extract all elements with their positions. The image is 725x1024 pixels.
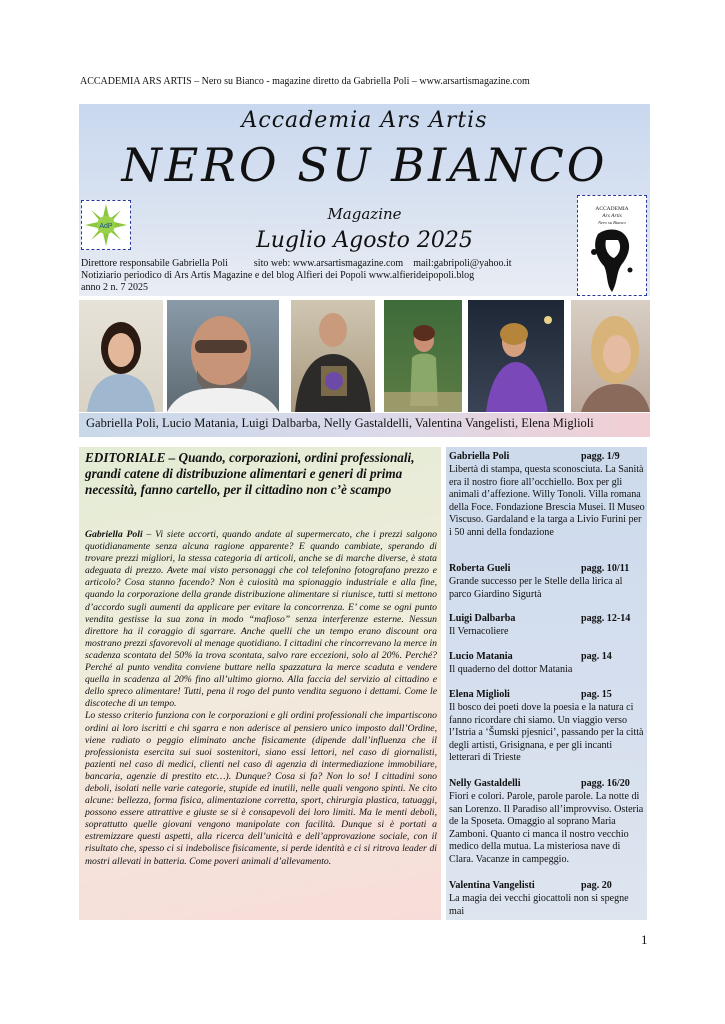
toc-entry-head bbox=[449, 451, 645, 464]
editorial-author: Gabriella Poli bbox=[85, 529, 143, 540]
editorial-heading: EDITORIALE – Quando, corporazioni, ordini professionali, grandi catene di distribuzione alimentari e generi di prima necessità, fanno cartello, per il cittadino non c’è scampo bbox=[85, 450, 415, 497]
toc-entry-head bbox=[449, 613, 645, 626]
photo-elena-miglioli bbox=[571, 300, 650, 412]
photo-valentina-vangelisti bbox=[468, 300, 564, 412]
toc-description: Il Vernacoliere bbox=[449, 626, 509, 637]
website: sito web: www.arsartismagazine.com bbox=[253, 258, 404, 269]
toc-entry-head bbox=[449, 778, 645, 791]
photo-gabriella-poli bbox=[79, 300, 163, 412]
editorial-box bbox=[79, 447, 441, 920]
director-line bbox=[81, 258, 601, 270]
toc-entry bbox=[449, 613, 645, 639]
editorial-paragraph-2: Lo stesso criterio funziona con le corporazioni e gli ordini professionali che impartiscono ordini ai loro iscritti e chi sgarra e non aderisce al pensiero unico imposto dall’Ordine, viene radiato o peggio eliminato anche fisicamente (dipende dall’influenza che il professionista esercita sui suoi sostenitori, siano essi lettori, nel caso di giornalisti, pazienti nel caso di medici, clienti nel caso di agenzia di intermediazione immobiliare, bancaria, agenzie di prestito etc…). Dunque? Cosa si fa? Non lo so! I cittadini sono deboli, isolati nelle varie categorie, stupide ed inutili, nelle quali vengono spinti. Ne cito alcune: bellezza, forma fisica, alimentazione corretta, sport, chirurgia plastica, tatuaggi, possono essere attrattive e giuste se si è consapevoli dei loro limiti. Ma le menti deboli, soprattutto quelle giovani vengono manipolate con facilità. Dunque si è portati a estremizzare questi aspetti, alla ricerca dell’unicità e dell’approvazione sociale, con il risultato che, spesso ci si indebolisce fisicamente, si perde identità e ci si ritrova leader di mostri allevati in batteria. Come poveri animali d’allevamento. bbox=[85, 710, 437, 867]
toc-entry bbox=[449, 880, 645, 918]
masthead-title: NERO SU BIANCO bbox=[121, 138, 608, 192]
toc-entry-head bbox=[449, 563, 645, 576]
toc-author: Gabriella Poli bbox=[449, 451, 510, 462]
photo-caption: Gabriella Poli, Lucio Matania, Luigi Dalbarba, Nelly Gastaldelli, Valentina Vangelisti, Elena Miglioli bbox=[86, 416, 594, 430]
toc-description: La magia dei vecchi giocattoli non si spegne mai bbox=[449, 893, 629, 917]
toc-description: Grande successo per le Stelle della lirica al parco Giardino Sigurtà bbox=[449, 576, 623, 600]
page-number: 1 bbox=[641, 932, 648, 947]
toc-author: Luigi Dalbarba bbox=[449, 613, 516, 624]
issue-date: Luglio Agosto 2025 bbox=[256, 228, 473, 253]
toc-description: Il quaderno del dottor Matania bbox=[449, 664, 573, 675]
toc-author: Roberta Gueli bbox=[449, 563, 511, 574]
director: Direttore responsabile Gabriella Poli bbox=[81, 258, 228, 269]
table-of-contents bbox=[446, 447, 647, 920]
toc-entry-head bbox=[449, 689, 645, 702]
photo-luigi-dalbarba bbox=[291, 300, 375, 412]
toc-description: Fiori e colori. Parole, parole parole. La notte di san Lorenzo. Il Paradiso all’improvviso. Osteria de la Sposeta. Omaggio al soprano Maria Zamboni. Quanto ci manca il nostro vecchio medico della mutua. La misteriosa nave di Clara. Vacanze in campeggio. bbox=[449, 791, 644, 865]
logo-right-line-1: ACCADEMIA bbox=[595, 206, 629, 212]
logo-right-line-3: Nero su Bianco bbox=[598, 220, 626, 225]
logo-left-text: AdP bbox=[99, 223, 113, 230]
toc-entry bbox=[449, 563, 645, 601]
toc-pages: pagg. 12-14 bbox=[581, 613, 631, 624]
sun-logo-icon bbox=[81, 200, 131, 250]
photo-nelly-gastaldelli bbox=[384, 300, 462, 412]
toc-entry-head bbox=[449, 880, 645, 893]
masthead-info bbox=[81, 258, 601, 294]
photo-lucio-matania bbox=[167, 300, 279, 412]
toc-pages: pag. 20 bbox=[581, 880, 612, 891]
editorial-paragraph-1-text: – Vi siete accorti, quando andate al supermercato, che i prezzi salgono quotidianamente senza alcuna ragione apparente? E quando cambiate, sperando di trovare prezzi migliori, la stessa categoria di articoli, anche se di marche diverse, è stata adeguata di prezzo. Avete mai visto personaggi che col telefonino fotografano prezzo e articolo? Cosa stanno facendo? Non è cuiosità ma spionaggio industriale e alla fine, quando la corporazione della grande distribuzione alimentare si riunisce, tutti si mettono d’accordo sugli aumenti da applicare per evitare la concorrenza. E’ come se ogni punto vendita gestisse la sua zona in modo “mafioso” senza interferenze esterne. Nessun direttore ha il coraggio di sgarrare. Anche quelli che un tempo erano discount ora mostrano prezzi sfavorevoli al menage quotidiano. I cittadini che rincorrevano la merce in scadenza scontata del 50% la trova scontata, salvo rare eccezioni, solo al 20%. Perché? Perché al punto vendita conviene buttare nella spazzatura la merce scaduta e vendere quella in scadenza al 20% fino all’ultimo giorno. Alla faccia del servizio al cittadino e dello spreco alimentare! Tutti, pena il rogo del punto vendita seguono i dettami. Come le discoteche di un tempo. bbox=[85, 529, 437, 710]
notice: Notiziario periodico di Ars Artis Magazine e del blog Alfieri dei Popoli www.alfierideipopoli.blog bbox=[81, 270, 475, 281]
contributor-photos bbox=[79, 300, 650, 412]
volume: anno 2 n. 7 2025 bbox=[81, 282, 148, 293]
toc-entry bbox=[449, 778, 645, 867]
logo-right-line-2: Ars Artis bbox=[602, 213, 622, 219]
toc-author: Valentina Vangelisti bbox=[449, 880, 535, 891]
toc-description: Il bosco dei poeti dove la poesia e la natura ci fanno ricordare chi siamo. Un viaggio verso l’Istria a ‘Šumski pjesnici’, passando per la città degli artisti, Grisignana, e per gli incanti letterari di Trieste bbox=[449, 702, 644, 764]
editorial-body bbox=[85, 529, 437, 868]
masthead-magazine-label: Magazine bbox=[327, 205, 402, 223]
masthead bbox=[79, 104, 650, 296]
toc-pages: pag. 14 bbox=[581, 651, 612, 662]
toc-entry bbox=[449, 451, 645, 540]
photo-caption-bar bbox=[79, 413, 650, 437]
masthead-subtitle: Accademia Ars Artis bbox=[241, 108, 488, 133]
toc-entry bbox=[449, 689, 645, 765]
email: mail:gabripoli@yahoo.it bbox=[413, 258, 512, 269]
toc-pages: pagg. 16/20 bbox=[581, 778, 630, 789]
toc-author: Lucio Matania bbox=[449, 651, 513, 662]
editorial-paragraph-1 bbox=[85, 529, 437, 710]
toc-pages: pag. 15 bbox=[581, 689, 612, 700]
toc-entry bbox=[449, 651, 645, 677]
toc-pages: pagg. 10/11 bbox=[581, 563, 630, 574]
toc-description: Libertà di stampa, questa sconosciuta. La Sanità era il nostro fiore all’occhiello. Box per gli animali d’affezione. Willy Tonoli. Villa romana della Foce. Fondazione Brescia Musei. Il Museo Viscuso. Gardaland e la targa a Livio Furini per i 50 anni della fondazione bbox=[449, 464, 645, 538]
toc-author: Elena Miglioli bbox=[449, 689, 510, 700]
toc-pages: pagg. 1/9 bbox=[581, 451, 620, 462]
toc-entry-head bbox=[449, 651, 645, 664]
running-header: ACCADEMIA ARS ARTIS – Nero su Bianco - magazine diretto da Gabriella Poli – www.arsartismagazine.com bbox=[80, 76, 530, 87]
toc-author: Nelly Gastaldelli bbox=[449, 778, 521, 789]
